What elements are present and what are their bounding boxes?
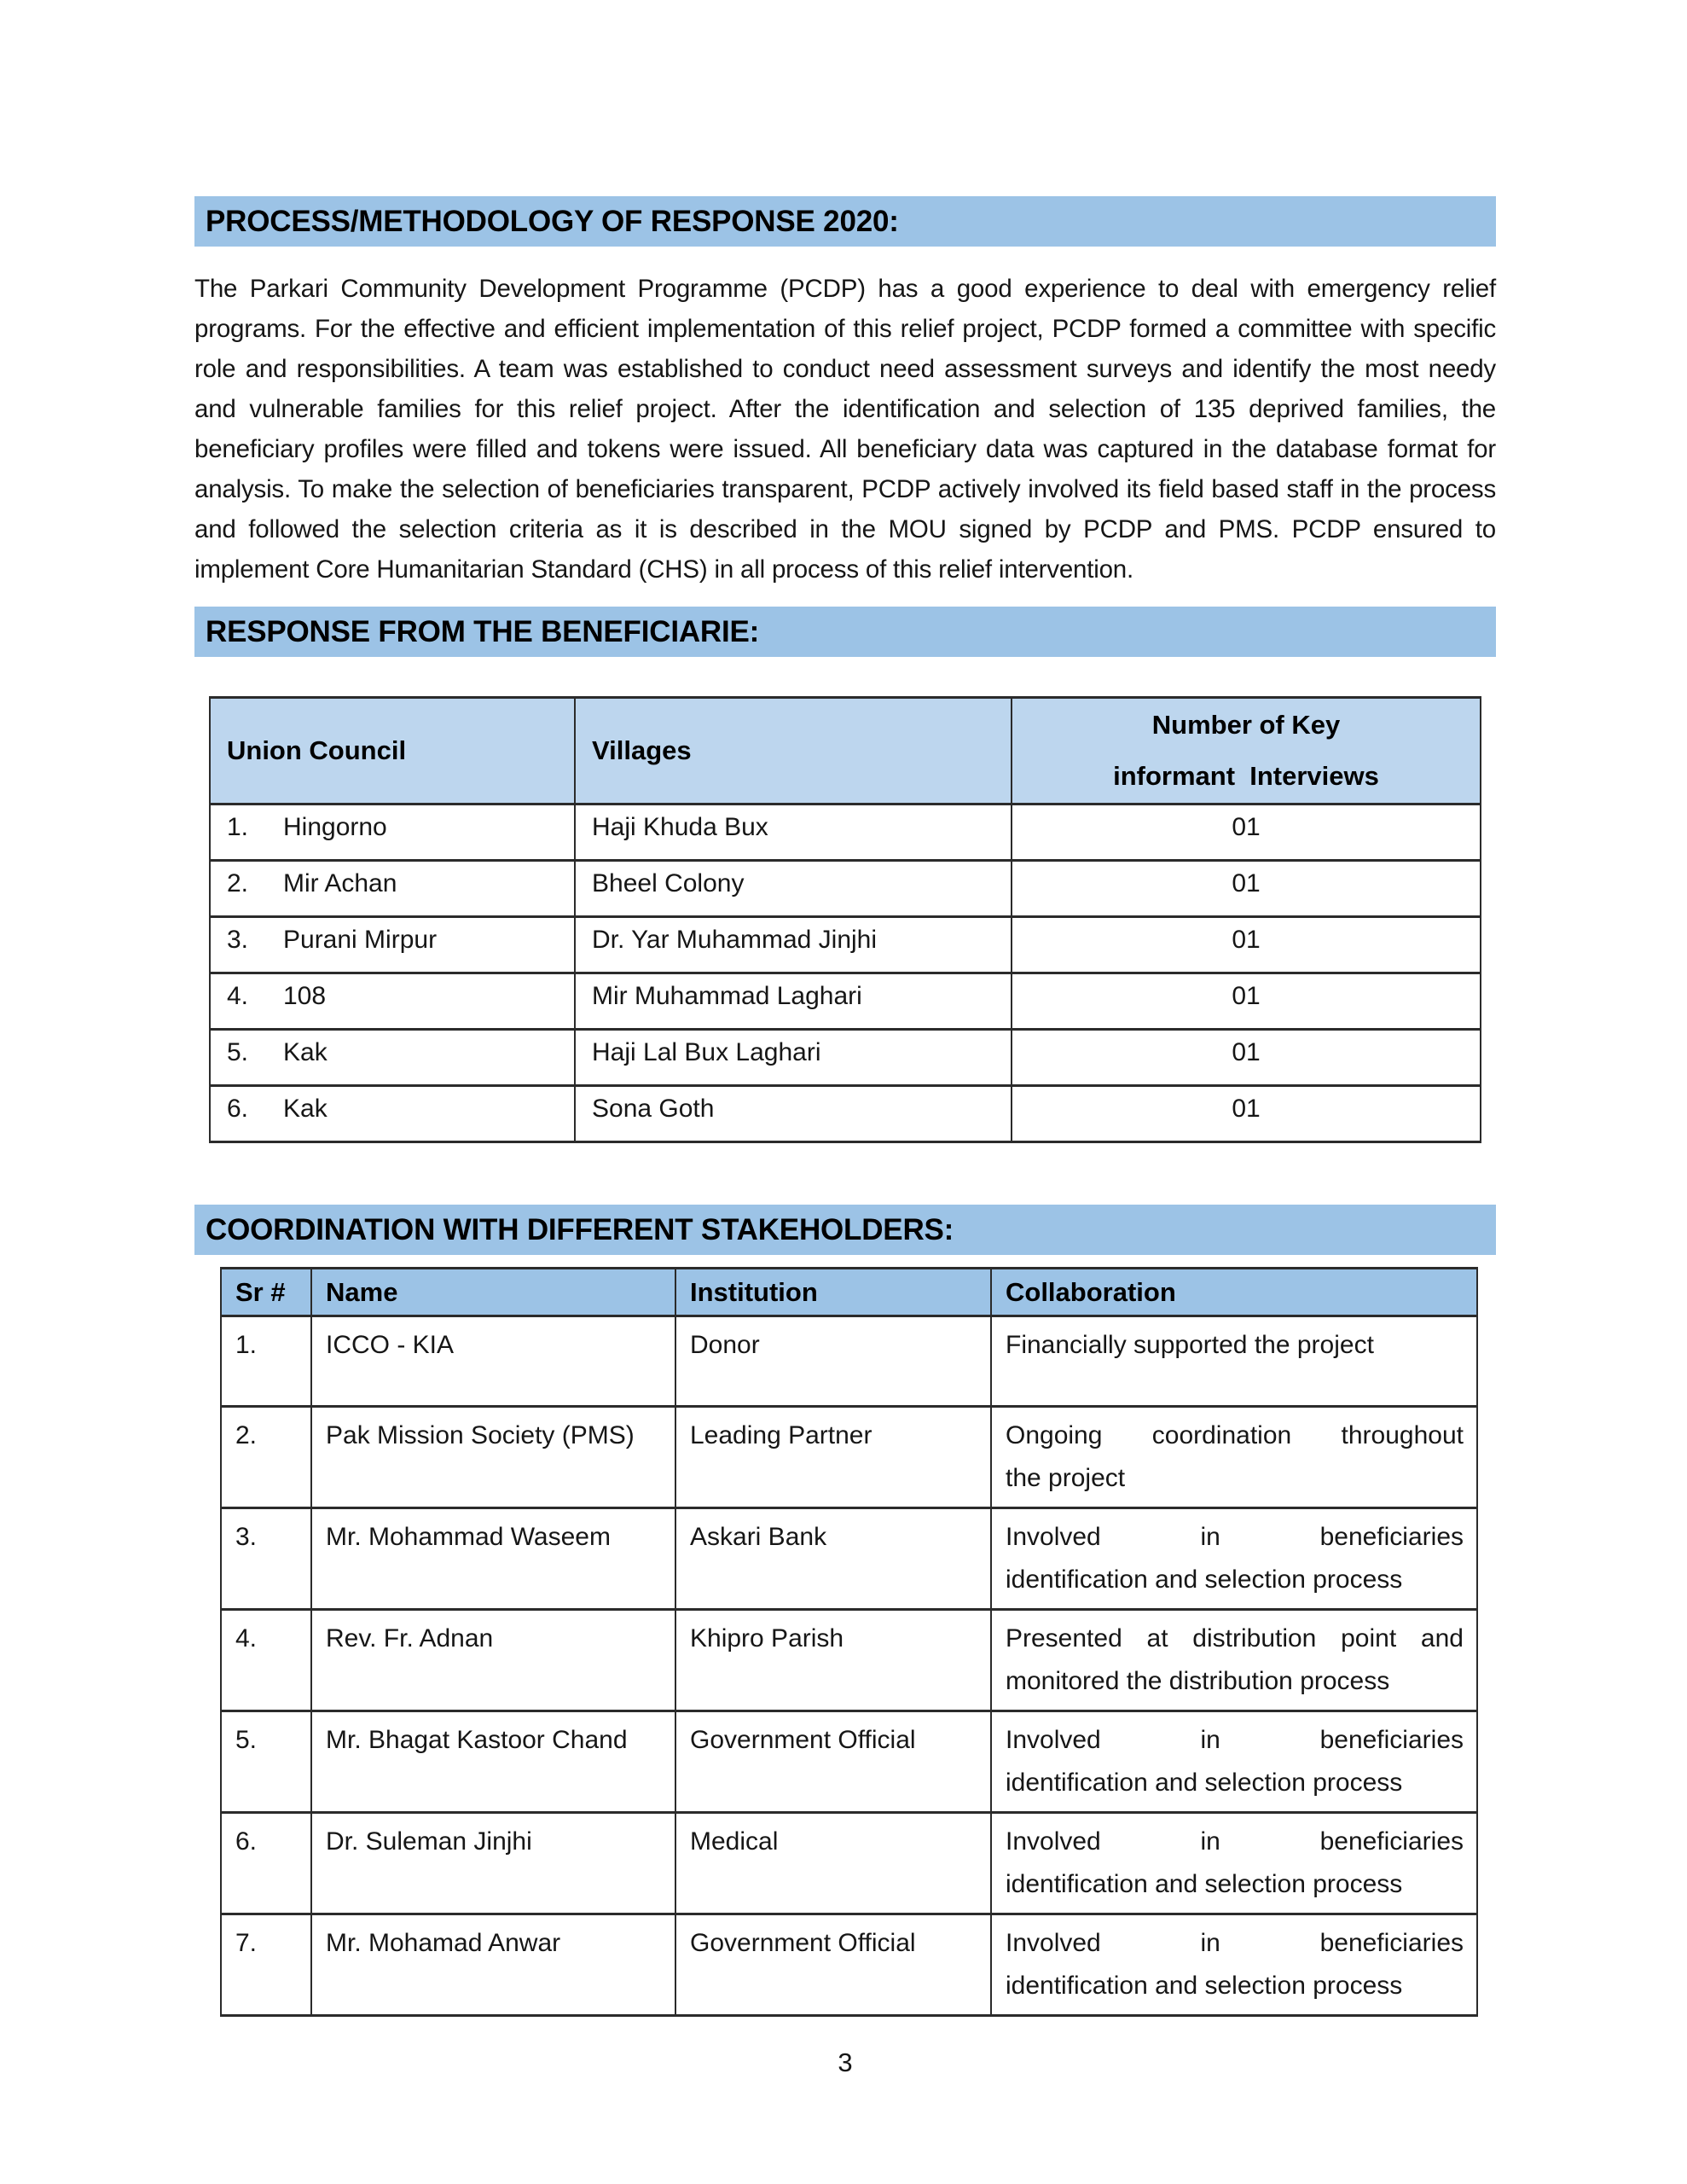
stakeholders-table-row bbox=[221, 1316, 1477, 1407]
stakeholders-table bbox=[220, 1267, 1478, 2017]
collaboration-line: Presented at distribution point and bbox=[1006, 1624, 1464, 1653]
cell-union-council bbox=[210, 1086, 575, 1142]
cell-union-council bbox=[210, 1030, 575, 1086]
cell-sr: 4. bbox=[221, 1610, 311, 1711]
cell-interviews: 01 bbox=[1012, 861, 1481, 917]
cell-institution: Government Official bbox=[675, 1711, 991, 1813]
cell-sr: 2. bbox=[221, 1407, 311, 1508]
page-number: 3 bbox=[838, 2048, 853, 2077]
beneficiary-table-row bbox=[210, 1086, 1481, 1142]
col-header-interviews-line1: Number of Key bbox=[1151, 710, 1341, 740]
cell-collaboration bbox=[991, 1711, 1477, 1813]
row-number: 3. bbox=[227, 926, 249, 954]
col-header-interviews-line2: informant Interviews bbox=[1113, 761, 1379, 791]
beneficiary-table-row bbox=[210, 917, 1481, 973]
cell-name: Pak Mission Society (PMS) bbox=[311, 1407, 675, 1508]
beneficiary-table-header-row bbox=[210, 698, 1481, 804]
cell-union-council bbox=[210, 973, 575, 1030]
cell-name: Dr. Suleman Jinjhi bbox=[311, 1813, 675, 1914]
stakeholders-table-row bbox=[221, 1407, 1477, 1508]
collaboration-line: Involved in beneficiaries bbox=[1006, 1827, 1464, 1856]
collaboration-line: Involved in beneficiaries bbox=[1006, 1726, 1464, 1754]
row-number: 6. bbox=[227, 1095, 249, 1123]
col-header-institution: Institution bbox=[675, 1269, 991, 1316]
union-council-name: Kak bbox=[283, 1038, 328, 1066]
collaboration-line: Involved in beneficiaries bbox=[1006, 1523, 1464, 1551]
cell-village: Bheel Colony bbox=[575, 861, 1012, 917]
col-header-collaboration: Collaboration bbox=[991, 1269, 1477, 1316]
cell-name: Mr. Mohamad Anwar bbox=[311, 1914, 675, 2016]
cell-sr: 6. bbox=[221, 1813, 311, 1914]
collaboration-line: Financially supported the project bbox=[1006, 1331, 1374, 1359]
cell-institution: Leading Partner bbox=[675, 1407, 991, 1508]
process-paragraph: The Parkari Community Development Programme (PCDP) has a good experience to deal with emergency relief programs. For the effective and efficient implementation of this relief project, PCDP formed a committee with specific role and responsibilities. A team was established to conduct need assessment surveys and identify the most needy and vulnerable families for this relief project. After the identification and selection of 135 deprived families, the beneficiary profiles were filled and tokens were issued. All beneficiary data was captured in the database format for analysis. To make the selection of beneficiaries transparent, PCDP actively involved its field based staff in the process and followed the selection criteria as it is described in the MOU signed by PCDP and PMS. PCDP ensured to implement Core Humanitarian Standard (CHS) in all process of this relief intervention. bbox=[194, 275, 1496, 584]
col-header-union-council: Union Council bbox=[210, 698, 575, 804]
row-number: 2. bbox=[227, 869, 249, 897]
cell-sr: 1. bbox=[221, 1316, 311, 1407]
cell-sr: 3. bbox=[221, 1508, 311, 1610]
union-council-name: Mir Achan bbox=[283, 869, 397, 897]
collaboration-line: identification and selection process bbox=[1006, 1870, 1403, 1898]
collaboration-line: Ongoing coordination throughout bbox=[1006, 1421, 1464, 1449]
beneficiary-table-row bbox=[210, 804, 1481, 861]
col-header-sr: Sr # bbox=[221, 1269, 311, 1316]
beneficiary-table-row bbox=[210, 1030, 1481, 1086]
cell-collaboration bbox=[991, 1813, 1477, 1914]
section-heading-response: RESPONSE FROM THE BENEFICIARIE: bbox=[194, 607, 1496, 657]
cell-village: Mir Muhammad Laghari bbox=[575, 973, 1012, 1030]
beneficiary-table-row bbox=[210, 861, 1481, 917]
cell-name: ICCO - KIA bbox=[311, 1316, 675, 1407]
union-council-name: Purani Mirpur bbox=[283, 926, 438, 954]
section-heading-coordination: COORDINATION WITH DIFFERENT STAKEHOLDERS: bbox=[194, 1205, 1496, 1255]
page-content bbox=[194, 0, 1496, 2078]
collaboration-line: monitored the distribution process bbox=[1006, 1667, 1390, 1695]
cell-collaboration bbox=[991, 1508, 1477, 1610]
union-council-name: 108 bbox=[283, 982, 327, 1010]
cell-union-council bbox=[210, 917, 575, 973]
cell-institution: Khipro Parish bbox=[675, 1610, 991, 1711]
col-header-interviews bbox=[1012, 698, 1481, 804]
cell-collaboration bbox=[991, 1610, 1477, 1711]
cell-name: Rev. Fr. Adnan bbox=[311, 1610, 675, 1711]
col-header-name: Name bbox=[311, 1269, 675, 1316]
cell-interviews: 01 bbox=[1012, 917, 1481, 973]
cell-interviews: 01 bbox=[1012, 973, 1481, 1030]
beneficiary-table bbox=[209, 696, 1481, 1143]
section-heading-process: PROCESS/METHODOLOGY OF RESPONSE 2020: bbox=[194, 196, 1496, 247]
row-number: 4. bbox=[227, 982, 249, 1010]
col-header-villages: Villages bbox=[575, 698, 1012, 804]
cell-union-council bbox=[210, 804, 575, 861]
cell-collaboration bbox=[991, 1407, 1477, 1508]
collaboration-line: the project bbox=[1006, 1464, 1126, 1492]
cell-village: Sona Goth bbox=[575, 1086, 1012, 1142]
collaboration-line: identification and selection process bbox=[1006, 1565, 1403, 1594]
cell-collaboration bbox=[991, 1914, 1477, 2016]
stakeholders-table-row bbox=[221, 1508, 1477, 1610]
union-council-name: Hingorno bbox=[283, 813, 387, 841]
cell-sr: 7. bbox=[221, 1914, 311, 2016]
stakeholders-table-row bbox=[221, 1711, 1477, 1813]
collaboration-line: identification and selection process bbox=[1006, 1972, 1403, 2000]
cell-interviews: 01 bbox=[1012, 1086, 1481, 1142]
cell-institution: Government Official bbox=[675, 1914, 991, 2016]
cell-village: Dr. Yar Muhammad Jinjhi bbox=[575, 917, 1012, 973]
cell-name: Mr. Mohammad Waseem bbox=[311, 1508, 675, 1610]
cell-union-council bbox=[210, 861, 575, 917]
cell-village: Haji Lal Bux Laghari bbox=[575, 1030, 1012, 1086]
row-number: 5. bbox=[227, 1038, 249, 1066]
cell-sr: 5. bbox=[221, 1711, 311, 1813]
cell-name: Mr. Bhagat Kastoor Chand bbox=[311, 1711, 675, 1813]
stakeholders-table-row bbox=[221, 1914, 1477, 2016]
beneficiary-table-row bbox=[210, 973, 1481, 1030]
cell-institution: Donor bbox=[675, 1316, 991, 1407]
union-council-name: Kak bbox=[283, 1095, 328, 1123]
collaboration-line: identification and selection process bbox=[1006, 1769, 1403, 1797]
collaboration-line: Involved in beneficiaries bbox=[1006, 1929, 1464, 1957]
cell-institution: Medical bbox=[675, 1813, 991, 1914]
cell-interviews: 01 bbox=[1012, 1030, 1481, 1086]
cell-interviews: 01 bbox=[1012, 804, 1481, 861]
stakeholders-table-row bbox=[221, 1610, 1477, 1711]
cell-village: Haji Khuda Bux bbox=[575, 804, 1012, 861]
cell-collaboration bbox=[991, 1316, 1477, 1407]
row-number: 1. bbox=[227, 813, 249, 841]
cell-institution: Askari Bank bbox=[675, 1508, 991, 1610]
stakeholders-table-header-row bbox=[221, 1269, 1477, 1316]
stakeholders-table-row bbox=[221, 1813, 1477, 1914]
